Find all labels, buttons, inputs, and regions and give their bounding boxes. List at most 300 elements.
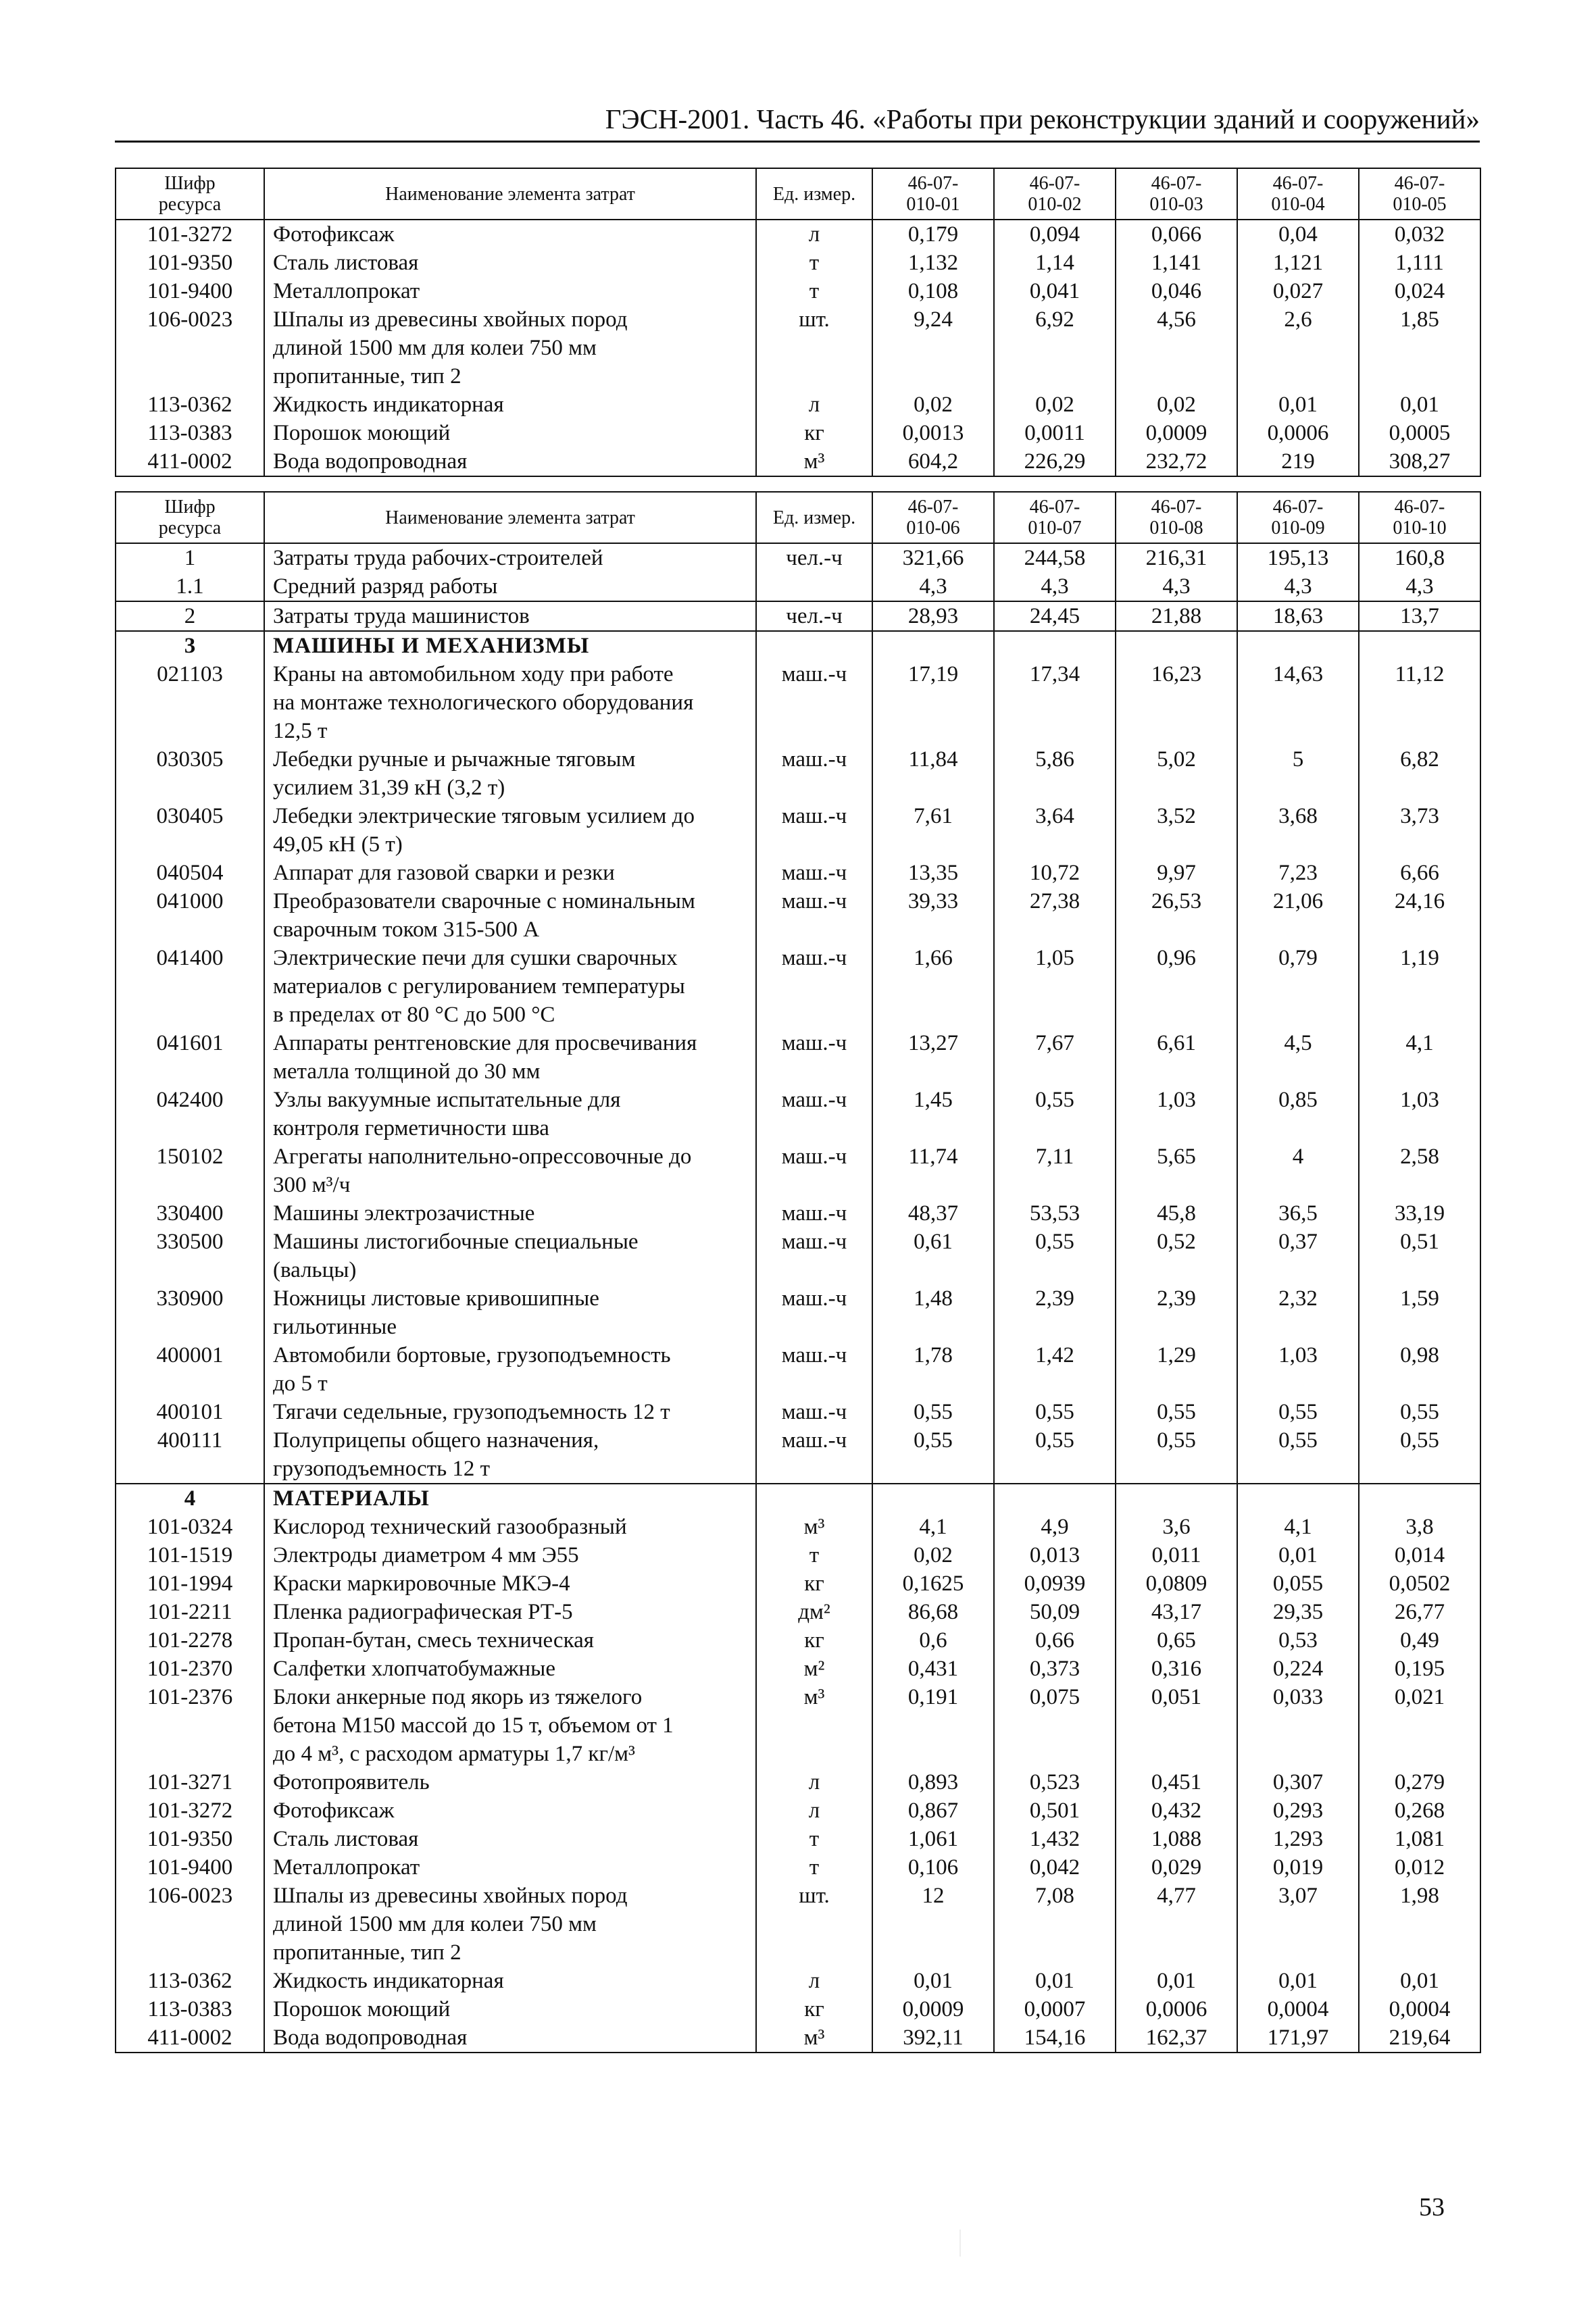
cell-resource-name (264, 1825, 756, 1853)
cell-resource-code: 113-0383 (116, 419, 264, 447)
cell-value: 1,141 (1116, 249, 1237, 277)
header-norm-code (1116, 168, 1237, 220)
header-norm-line: 46-07- (1151, 173, 1202, 194)
header-norm-line: 46-07- (1029, 497, 1080, 518)
cell-resource-name (264, 745, 756, 802)
cell-value: 0,046 (1116, 277, 1237, 305)
cell-resource-name (264, 1086, 756, 1142)
cell-unit (756, 631, 872, 660)
table-row (116, 1995, 1480, 2023)
name-line: Агрегаты наполнительно-опрессовочные до (273, 1145, 692, 1169)
cell-value: 0,0007 (994, 1995, 1116, 2023)
name-line: Узлы вакуумные испытательные для (273, 1088, 621, 1112)
cell-value: 3,07 (1237, 1882, 1359, 1967)
cell-value: 3,73 (1359, 802, 1480, 859)
cell-resource-name (264, 1341, 756, 1398)
cell-resource-name (264, 944, 756, 1029)
cell-value: 33,19 (1359, 1199, 1480, 1228)
cell-value: 0,49 (1359, 1626, 1480, 1655)
cell-value: 9,24 (872, 305, 994, 391)
cell-resource-code: 400001 (116, 1341, 264, 1398)
cell-value: 195,13 (1237, 543, 1359, 572)
cell-unit: маш.-ч (756, 1341, 872, 1398)
cell-resource-code: 1.1 (116, 572, 264, 601)
cell-value: 6,92 (994, 305, 1116, 391)
cell-resource-name (264, 802, 756, 859)
cell-unit: маш.-ч (756, 1284, 872, 1341)
name-line: Пленка радиографическая РТ-5 (273, 1600, 573, 1624)
cell-value: 0,029 (1116, 1853, 1237, 1882)
cell-value (1237, 631, 1359, 660)
cell-value: 0,01 (1359, 391, 1480, 419)
cell-value: 0,01 (1237, 1967, 1359, 1995)
cell-resource-code: 042400 (116, 1086, 264, 1142)
cell-value: 1,061 (872, 1825, 994, 1853)
cell-value: 4,3 (872, 572, 994, 601)
cell-value: 6,66 (1359, 859, 1480, 887)
resource-table-2 (115, 491, 1481, 2053)
cell-value: 0,37 (1237, 1228, 1359, 1284)
table-row (116, 1284, 1480, 1341)
cell-value: 13,35 (872, 859, 994, 887)
cell-resource-code: 041000 (116, 887, 264, 944)
cell-resource-code: 030405 (116, 802, 264, 859)
cell-resource-code: 030305 (116, 745, 264, 802)
cell-value: 0,55 (1237, 1426, 1359, 1484)
cell-value: 0,051 (1116, 1683, 1237, 1768)
cell-value: 1,45 (872, 1086, 994, 1142)
table-row (116, 1398, 1480, 1426)
cell-resource-code: 101-9400 (116, 1853, 264, 1882)
cell-value: 0,012 (1359, 1853, 1480, 1882)
table-row (116, 1796, 1480, 1825)
cell-value: 0,066 (1116, 220, 1237, 249)
table-row (116, 1569, 1480, 1598)
table-row (116, 543, 1480, 572)
name-line: Шпалы из древесины хвойных пород (273, 307, 628, 332)
cell-resource-name (264, 1484, 756, 1513)
cell-unit: маш.-ч (756, 887, 872, 944)
cell-value: 4,3 (1116, 572, 1237, 601)
cell-resource-name (264, 1995, 756, 2023)
cell-value: 2,32 (1237, 1284, 1359, 1341)
cell-unit: маш.-ч (756, 1199, 872, 1228)
cell-value: 4,5 (1237, 1029, 1359, 1086)
cell-resource-code: 106-0023 (116, 305, 264, 391)
name-line: Жидкость индикаторная (273, 1969, 504, 1993)
name-line: Электроды диаметром 4 мм Э55 (273, 1543, 579, 1567)
header-norm-line: 46-07- (1394, 173, 1445, 194)
cell-resource-name (264, 660, 756, 745)
cell-resource-name (264, 1967, 756, 1995)
cell-unit: м³ (756, 2023, 872, 2053)
name-line: грузоподъемность 12 т (273, 1457, 491, 1481)
cell-value: 86,68 (872, 1598, 994, 1626)
name-line: Автомобили бортовые, грузоподъемность (273, 1343, 671, 1367)
cell-unit: кг (756, 1569, 872, 1598)
header-norm-code (1359, 492, 1480, 543)
cell-resource-name (264, 1768, 756, 1796)
cell-resource-code: 1 (116, 543, 264, 572)
cell-value: 0,195 (1359, 1655, 1480, 1683)
cell-resource-name (264, 1142, 756, 1199)
cell-unit: л (756, 1967, 872, 1995)
table-row (116, 2023, 1480, 2053)
header-name: Наименование элемента затрат (264, 168, 756, 220)
cell-resource-name (264, 220, 756, 249)
cell-value: 1,432 (994, 1825, 1116, 1853)
name-line: Металлопрокат (273, 1855, 420, 1880)
cell-value: 0,55 (1237, 1398, 1359, 1426)
cell-value: 216,31 (1116, 543, 1237, 572)
name-line: Краны на автомобильном ходу при работе (273, 662, 674, 686)
name-line: Салфетки хлопчатобумажные (273, 1657, 555, 1681)
cell-value: 1,85 (1359, 305, 1480, 391)
cell-value: 0,04 (1237, 220, 1359, 249)
header-norm-code (994, 492, 1116, 543)
cell-value: 0,61 (872, 1228, 994, 1284)
name-line: Ножницы листовые кривошипные (273, 1286, 599, 1311)
cell-value: 0,51 (1359, 1228, 1480, 1284)
cell-unit: маш.-ч (756, 745, 872, 802)
header-norm-line: 46-07- (1151, 497, 1202, 518)
cell-unit: т (756, 277, 872, 305)
cell-resource-name (264, 1398, 756, 1426)
cell-resource-name (264, 1541, 756, 1569)
cell-unit: л (756, 1768, 872, 1796)
cell-value: 0,179 (872, 220, 994, 249)
cell-unit: м³ (756, 1513, 872, 1541)
document-title: ГЭСН-2001. Часть 46. «Работы при реконструкции зданий и сооружений» (605, 103, 1480, 134)
cell-unit: маш.-ч (756, 1228, 872, 1284)
name-line: усилием 31,39 кН (3,2 т) (273, 776, 505, 800)
cell-resource-name (264, 601, 756, 631)
cell-value: 14,63 (1237, 660, 1359, 745)
cell-resource-code: 041601 (116, 1029, 264, 1086)
cell-resource-name (264, 391, 756, 419)
name-line: бетона М150 массой до 15 т, объемом от 1 (273, 1713, 674, 1738)
cell-resource-code: 330500 (116, 1228, 264, 1284)
table-row (116, 1626, 1480, 1655)
header-norm-code (1237, 168, 1359, 220)
header-norm-line: 46-07- (907, 173, 959, 194)
name-line: (вальцы) (273, 1258, 357, 1282)
resource-table-1 (115, 168, 1481, 477)
cell-value: 12 (872, 1882, 994, 1967)
header-code (116, 492, 264, 543)
cell-value: 0,867 (872, 1796, 994, 1825)
cell-resource-name (264, 277, 756, 305)
cell-unit: м² (756, 1655, 872, 1683)
cell-value: 3,68 (1237, 802, 1359, 859)
cell-value: 29,35 (1237, 1598, 1359, 1626)
cell-value: 0,53 (1237, 1626, 1359, 1655)
cell-resource-name (264, 543, 756, 572)
cell-value: 0,55 (872, 1426, 994, 1484)
cell-value: 0,0009 (1116, 419, 1237, 447)
cell-value (1116, 631, 1237, 660)
cell-value: 1,03 (1359, 1086, 1480, 1142)
cell-unit: шт. (756, 1882, 872, 1967)
name-line: пропитанные, тип 2 (273, 1940, 462, 1965)
cell-value: 4,9 (994, 1513, 1116, 1541)
cell-unit: маш.-ч (756, 802, 872, 859)
cell-unit: маш.-ч (756, 1086, 872, 1142)
cell-value: 6,82 (1359, 745, 1480, 802)
cell-unit (756, 572, 872, 601)
header-code-line: Шифр (164, 497, 216, 518)
cell-value: 392,11 (872, 2023, 994, 2053)
cell-resource-name (264, 1882, 756, 1967)
cell-resource-name (264, 631, 756, 660)
name-line: Аппарат для газовой сварки и резки (273, 861, 615, 885)
cell-unit: т (756, 1541, 872, 1569)
table-header-row (116, 492, 1480, 543)
cell-value: 2,39 (994, 1284, 1116, 1341)
cell-value: 5 (1237, 745, 1359, 802)
cell-value: 3,52 (1116, 802, 1237, 859)
cell-unit: кг (756, 1995, 872, 2023)
cell-value: 4,1 (872, 1513, 994, 1541)
name-line: Жидкость индикаторная (273, 393, 504, 417)
cell-value: 21,06 (1237, 887, 1359, 944)
name-line: Лебедки ручные и рычажные тяговым (273, 747, 636, 772)
header-norm-line: 010-02 (1028, 194, 1082, 215)
name-line: длиной 1500 мм для колеи 750 мм (273, 336, 597, 360)
cell-unit: м³ (756, 447, 872, 476)
name-line: сварочным током 315-500 А (273, 917, 540, 942)
name-line: Машины листогибочные специальные (273, 1230, 639, 1254)
table-row (116, 391, 1480, 419)
cell-unit: л (756, 220, 872, 249)
cell-value: 0,01 (994, 1967, 1116, 1995)
cell-value: 0,279 (1359, 1768, 1480, 1796)
header-norm-line: 010-04 (1271, 194, 1325, 215)
table-row (116, 447, 1480, 476)
table-row (116, 944, 1480, 1029)
header-norm-code (1237, 492, 1359, 543)
cell-value: 1,66 (872, 944, 994, 1029)
header-norm-line: 010-07 (1028, 518, 1082, 538)
header-norm-line: 46-07- (907, 497, 959, 518)
cell-value: 17,19 (872, 660, 994, 745)
table-row (116, 277, 1480, 305)
cell-value: 28,93 (872, 601, 994, 631)
header-norm-line: 010-06 (906, 518, 960, 538)
cell-value: 0,02 (872, 1541, 994, 1569)
cell-value: 5,02 (1116, 745, 1237, 802)
cell-value: 21,88 (1116, 601, 1237, 631)
cell-value: 0,02 (1116, 391, 1237, 419)
cell-value (994, 1484, 1116, 1513)
header-norm-line: 010-09 (1271, 518, 1325, 538)
cell-value: 3,6 (1116, 1513, 1237, 1541)
table-row (116, 249, 1480, 277)
name-line: пропитанные, тип 2 (273, 364, 462, 388)
cell-resource-name (264, 887, 756, 944)
cell-value: 4,3 (994, 572, 1116, 601)
cell-unit: маш.-ч (756, 1426, 872, 1484)
table-row (116, 601, 1480, 631)
section-row (116, 1484, 1480, 1513)
cell-value: 11,84 (872, 745, 994, 802)
header-code-line: ресурса (158, 194, 222, 215)
cell-value: 0,02 (994, 391, 1116, 419)
cell-value: 0,01 (1237, 1541, 1359, 1569)
cell-resource-code: 330900 (116, 1284, 264, 1341)
cell-value: 4,1 (1237, 1513, 1359, 1541)
name-line: Блоки анкерные под якорь из тяжелого (273, 1685, 643, 1709)
cell-value: 26,77 (1359, 1598, 1480, 1626)
cell-resource-name (264, 572, 756, 601)
cell-value: 0,0013 (872, 419, 994, 447)
header-norm-code (872, 168, 994, 220)
cell-resource-code: 3 (116, 631, 264, 660)
cell-resource-name (264, 1228, 756, 1284)
name-line: Вода водопроводная (273, 449, 468, 474)
table-row (116, 1683, 1480, 1768)
cell-value: 219,64 (1359, 2023, 1480, 2053)
cell-value: 0,019 (1237, 1853, 1359, 1882)
cell-resource-code: 021103 (116, 660, 264, 745)
cell-unit: т (756, 1853, 872, 1882)
cell-resource-code: 330400 (116, 1199, 264, 1228)
cell-value: 0,6 (872, 1626, 994, 1655)
cell-value: 4 (1237, 1142, 1359, 1199)
table-row (116, 802, 1480, 859)
header-norm-line: 010-10 (1393, 518, 1447, 538)
cell-resource-code: 101-9400 (116, 277, 264, 305)
name-line: до 5 т (273, 1372, 328, 1396)
cell-resource-name (264, 1683, 756, 1768)
cell-value: 4,3 (1359, 572, 1480, 601)
cell-value: 232,72 (1116, 447, 1237, 476)
cell-value: 244,58 (994, 543, 1116, 572)
cell-value: 2,39 (1116, 1284, 1237, 1341)
header-unit: Ед. измер. (756, 168, 872, 220)
cell-resource-name (264, 1626, 756, 1655)
cell-value: 0,0004 (1359, 1995, 1480, 2023)
name-line: Порошок моющий (273, 421, 451, 445)
cell-value: 0,0005 (1359, 419, 1480, 447)
cell-unit: маш.-ч (756, 944, 872, 1029)
cell-value: 0,027 (1237, 277, 1359, 305)
cell-value: 0,0502 (1359, 1569, 1480, 1598)
header-norm-code (994, 168, 1116, 220)
name-line: Аппараты рентгеновские для просвечивания (273, 1031, 697, 1055)
cell-value: 7,11 (994, 1142, 1116, 1199)
cell-resource-code: 101-3272 (116, 1796, 264, 1825)
section-row (116, 631, 1480, 660)
name-line: Пропан-бутан, смесь техническая (273, 1628, 594, 1653)
cell-resource-code: 2 (116, 601, 264, 631)
cell-value: 154,16 (994, 2023, 1116, 2053)
cell-value: 0,55 (1116, 1398, 1237, 1426)
cell-resource-code: 400111 (116, 1426, 264, 1484)
cell-value: 3,8 (1359, 1513, 1480, 1541)
name-line: Кислород технический газообразный (273, 1515, 627, 1539)
name-line: Сталь листовая (273, 251, 419, 275)
cell-value: 1,29 (1116, 1341, 1237, 1398)
cell-value: 219 (1237, 447, 1359, 476)
cell-value (1237, 1484, 1359, 1513)
cell-value: 0,0939 (994, 1569, 1116, 1598)
cell-value: 16,23 (1116, 660, 1237, 745)
name-line: Сталь листовая (273, 1827, 419, 1851)
name-line: Фотопроявитель (273, 1770, 430, 1794)
cell-resource-name (264, 1655, 756, 1683)
cell-resource-name (264, 447, 756, 476)
cell-value: 0,55 (994, 1426, 1116, 1484)
name-line: Затраты труда рабочих-строителей (273, 546, 603, 570)
table-row (116, 1768, 1480, 1796)
cell-value: 39,33 (872, 887, 994, 944)
header-norm-code (872, 492, 994, 543)
cell-value: 0,1625 (872, 1569, 994, 1598)
cell-value: 0,013 (994, 1541, 1116, 1569)
cell-unit: маш.-ч (756, 1398, 872, 1426)
header-unit: Ед. измер. (756, 492, 872, 543)
cell-value: 0,501 (994, 1796, 1116, 1825)
cell-unit: шт. (756, 305, 872, 391)
cell-value: 1,121 (1237, 249, 1359, 277)
cell-resource-code: 101-3271 (116, 1768, 264, 1796)
cell-value: 0,55 (872, 1398, 994, 1426)
cell-value: 7,08 (994, 1882, 1116, 1967)
table-row (116, 887, 1480, 944)
name-line: Шпалы из древесины хвойных пород (273, 1884, 628, 1908)
cell-value (994, 631, 1116, 660)
cell-value: 1,03 (1116, 1086, 1237, 1142)
name-line: контроля герметичности шва (273, 1116, 549, 1140)
name-line: МАШИНЫ И МЕХАНИЗМЫ (273, 634, 590, 658)
table-row (116, 1228, 1480, 1284)
cell-resource-code: 101-0324 (116, 1513, 264, 1541)
cell-value: 4,3 (1237, 572, 1359, 601)
header-norm-line: 46-07- (1029, 173, 1080, 194)
cell-value: 0,451 (1116, 1768, 1237, 1796)
cell-value: 0,96 (1116, 944, 1237, 1029)
cell-value (872, 631, 994, 660)
cell-value: 36,5 (1237, 1199, 1359, 1228)
name-line: Средний разряд работы (273, 574, 498, 599)
cell-value: 0,106 (872, 1853, 994, 1882)
cell-value: 0,0009 (872, 1995, 994, 2023)
cell-unit: кг (756, 1626, 872, 1655)
cell-value: 0,094 (994, 220, 1116, 249)
cell-value: 0,033 (1237, 1683, 1359, 1768)
cell-unit: маш.-ч (756, 1029, 872, 1086)
cell-value (1359, 1484, 1480, 1513)
header-norm-line: 010-08 (1149, 518, 1203, 538)
cell-value: 0,02 (872, 391, 994, 419)
cell-value: 13,7 (1359, 601, 1480, 631)
cell-value: 0,01 (1116, 1967, 1237, 1995)
cell-value: 0,55 (994, 1398, 1116, 1426)
cell-value: 1,132 (872, 249, 994, 277)
cell-value: 160,8 (1359, 543, 1480, 572)
cell-value: 43,17 (1116, 1598, 1237, 1626)
cell-resource-name (264, 1853, 756, 1882)
cell-resource-code: 040504 (116, 859, 264, 887)
name-line: Вода водопроводная (273, 2026, 468, 2050)
cell-value: 53,53 (994, 1199, 1116, 1228)
cell-value: 0,041 (994, 277, 1116, 305)
table-row (116, 1513, 1480, 1541)
cell-value: 0,55 (994, 1228, 1116, 1284)
cell-value: 0,01 (1237, 391, 1359, 419)
cell-value: 27,38 (994, 887, 1116, 944)
